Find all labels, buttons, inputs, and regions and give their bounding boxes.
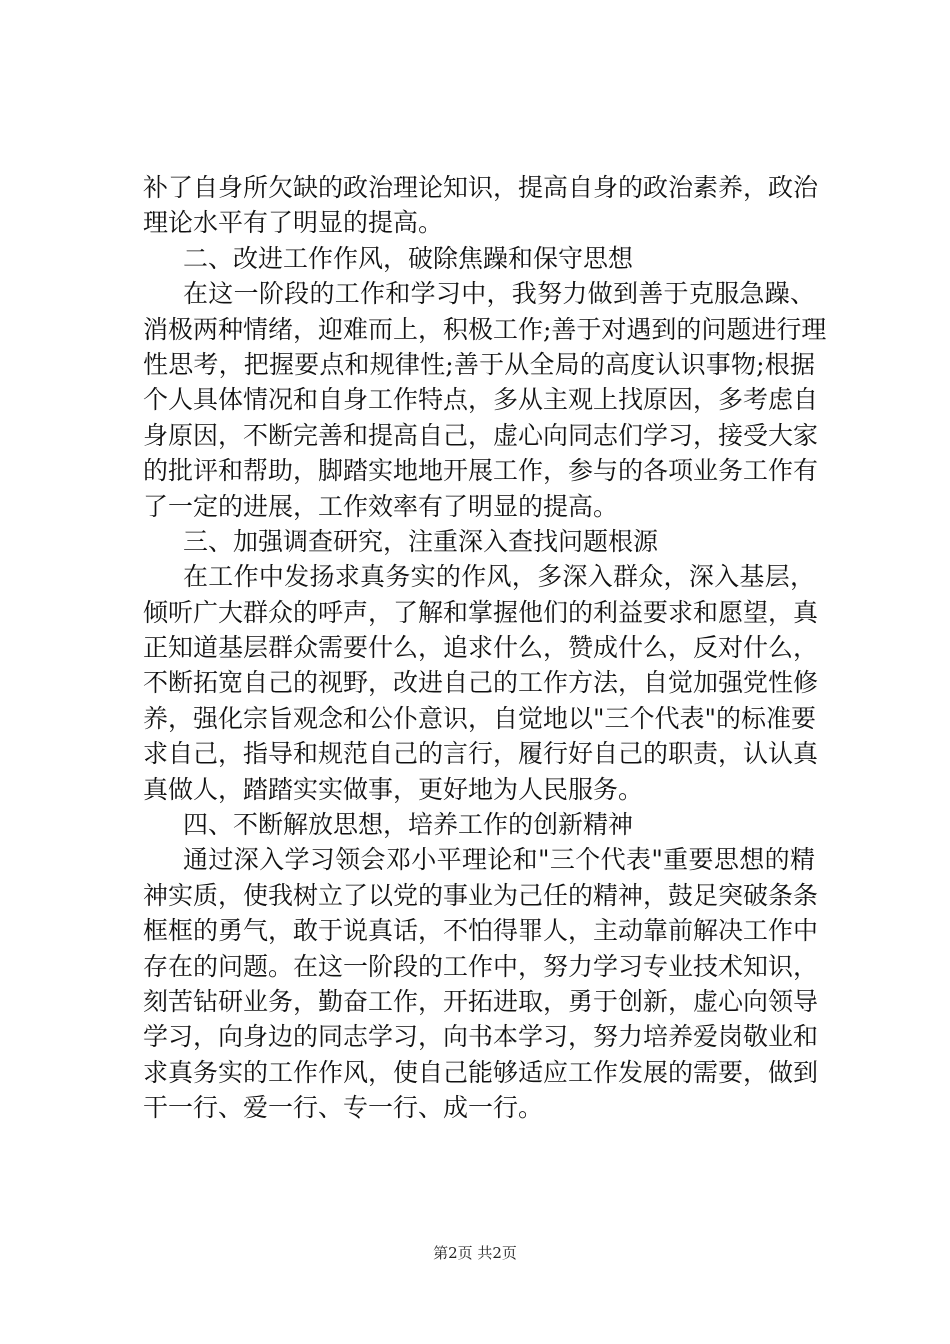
- text-line: 身原因，不断完善和提高自己，虚心向同志们学习，接受大家: [143, 420, 819, 450]
- text-line: 求真务实的工作作风，使自己能够适应工作发展的需要，做到: [143, 1057, 819, 1087]
- text-line: 通过深入学习领会邓小平理论和"三个代表"重要思想的精: [183, 845, 815, 875]
- text-line: 真做人，踏踏实实做事，更好地为人民服务。: [143, 774, 644, 804]
- text-line: 补了自身所欠缺的政治理论知识，提高自身的政治素养，政治: [143, 173, 819, 202]
- section-heading: 四、不断解放思想，培养工作的创新精神: [183, 810, 634, 840]
- section-heading: 三、加强调查研究，注重深入查找问题根源: [183, 526, 659, 556]
- text-line: 求自己，指导和规范自己的言行，履行好自己的职责，认认真: [143, 739, 819, 769]
- text-line: 干一行、爱一行、专一行、成一行。: [143, 1093, 544, 1123]
- text-line: 存在的问题。在这一阶段的工作中，努力学习专业技术知识，: [143, 951, 819, 981]
- text-line: 框框的勇气，敢于说真话，不怕得罪人，主动靠前解决工作中: [143, 916, 819, 946]
- text-line: 消极两种情绪，迎难而上，积极工作;善于对遇到的问题进行理: [143, 314, 827, 344]
- text-line: 性思考，把握要点和规律性;善于从全局的高度认识事物;根据: [143, 349, 815, 379]
- text-line: 倾听广大群众的呼声，了解和掌握他们的利益要求和愿望，真: [143, 597, 819, 627]
- text-line: 了一定的进展，工作效率有了明显的提高。: [143, 491, 619, 521]
- text-line: 理论水平有了明显的提高。: [143, 208, 444, 238]
- document-body: [143, 170, 827, 1126]
- text-line: 个人具体情况和自身工作特点，多从主观上找原因，多考虑自: [143, 385, 819, 415]
- text-line: 不断拓宽自己的视野，改进自己的工作方法，自觉加强党性修: [143, 668, 819, 698]
- section-heading: 二、改进工作作风，破除焦躁和保守思想: [183, 243, 634, 273]
- text-line: 神实质，使我树立了以党的事业为己任的精神，鼓足突破条条: [143, 880, 819, 910]
- text-line: 刻苦钻研业务，勤奋工作，开拓进取，勇于创新，虚心向领导: [143, 986, 819, 1016]
- text-line: 在工作中发扬求真务实的作风，多深入群众，深入基层，: [183, 562, 815, 592]
- text-line: 养，强化宗旨观念和公仆意识，自觉地以"三个代表"的标准要: [143, 703, 817, 733]
- text-line: 的批评和帮助，脚踏实地地开展工作，参与的各项业务工作有: [143, 456, 819, 486]
- text-line: 正知道基层群众需要什么，追求什么，赞成什么，反对什么，: [143, 633, 819, 663]
- text-line: 学习，向身边的同志学习，向书本学习，努力培养爱岗敬业和: [143, 1022, 819, 1052]
- text-line: 在这一阶段的工作和学习中，我努力做到善于克服急躁、: [183, 279, 815, 309]
- page-number-footer: 第2页 共2页: [433, 1244, 517, 1262]
